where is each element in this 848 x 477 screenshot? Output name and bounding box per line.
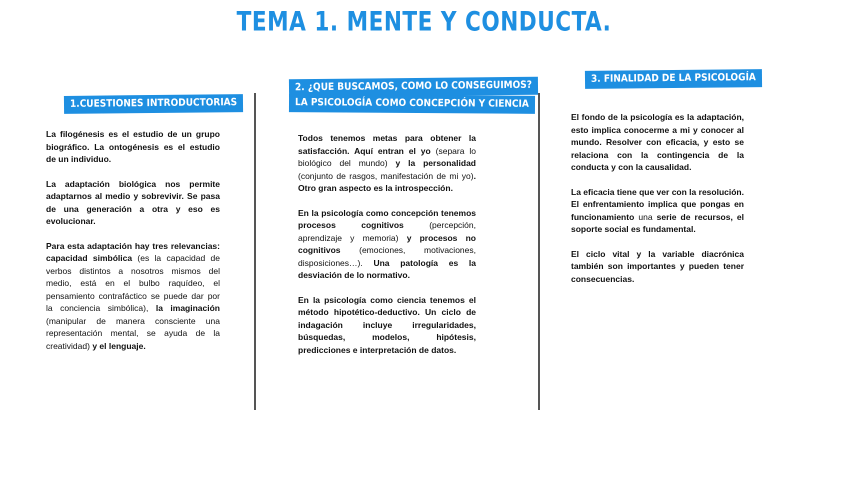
section-3-heading: 3. FINALIDAD DE LA PSICOLOGÍA (585, 69, 762, 89)
section-3-paragraph-1: El fondo de la psicología es la adaptación, esto implica conocerme a mi y conocer al mundo. Resolver con eficacia, y esto se relaciona con la contingencia de la conducta y con la causalidad. (571, 112, 744, 172)
section-2-heading-line-1: 2. ¿QUE BUSCAMOS, COMO LO CONSEGUIMOS? (289, 77, 538, 98)
section-1-body (46, 128, 220, 364)
section-2-body (298, 132, 476, 368)
section-2-paragraph-1: Todos tenemos metas para obtener la satisfacción. Aquí entran el yo (separa lo biológico del mundo) y la personalidad (conjunto de rasgos, manifestación de mi yo). Otro gran aspecto es la introspección. (298, 133, 476, 193)
column-divider-2 (538, 93, 540, 410)
column-divider-1 (254, 93, 256, 410)
section-2-paragraph-2: En la psicología como concepción tenemos procesos cognitivos (percepción, aprendizaje y memoria) y procesos no cognitivos (emociones, motivaciones, disposiciones…). Una patología es la desviación de lo normativo. (298, 207, 476, 280)
section-1-paragraph-1: La filogénesis es el estudio de un grupo biográfico. La ontogénesis es el estudio de un individuo. (46, 129, 220, 164)
section-3-paragraph-3: El ciclo vital y la variable diacrónica también son importantes y pueden tener consecuencias. (571, 248, 744, 284)
section-1-heading: 1.CUESTIONES INTRODUCTORIAS (64, 94, 243, 114)
page-title: TEMA 1. MENTE Y CONDUCTA. (236, 6, 612, 38)
section-1-paragraph-3: Para esta adaptación hay tres relevancias: capacidad simbólica (es la capacidad de verbos distintos a nosotros mismos del medio, está en el bulbo raquídeo, el pensamiento contrafáctico se puede dar por la conciencia simbólica), la imaginación (manipular de manera consciente una representación mental, se ayuda de la creatividad) y el lenguaje. (46, 240, 221, 351)
section-3-paragraph-2: La eficacia tiene que ver con la resolución. El enfrentamiento implica que pongas en funcionamiento una serie de recursos, el soporte social es fundamental. (571, 186, 744, 234)
section-3-body (571, 111, 744, 297)
section-2-paragraph-3: En la psicología como ciencia tenemos el método hipotético-deductivo. Un ciclo de indagación incluye irregularidades, búsquedas, modelos, hipótesis, predicciones e interpretación de datos. (298, 294, 476, 355)
section-2-heading-line-2: LA PSICOLOGÍA COMO CONCEPCIÓN Y CIENCIA (289, 94, 535, 114)
section-1-paragraph-2: La adaptación biológica nos permite adaptarnos al medio y sobrevivir. Se pasa de una generación a otra y eso es evolucionar. (46, 178, 220, 226)
